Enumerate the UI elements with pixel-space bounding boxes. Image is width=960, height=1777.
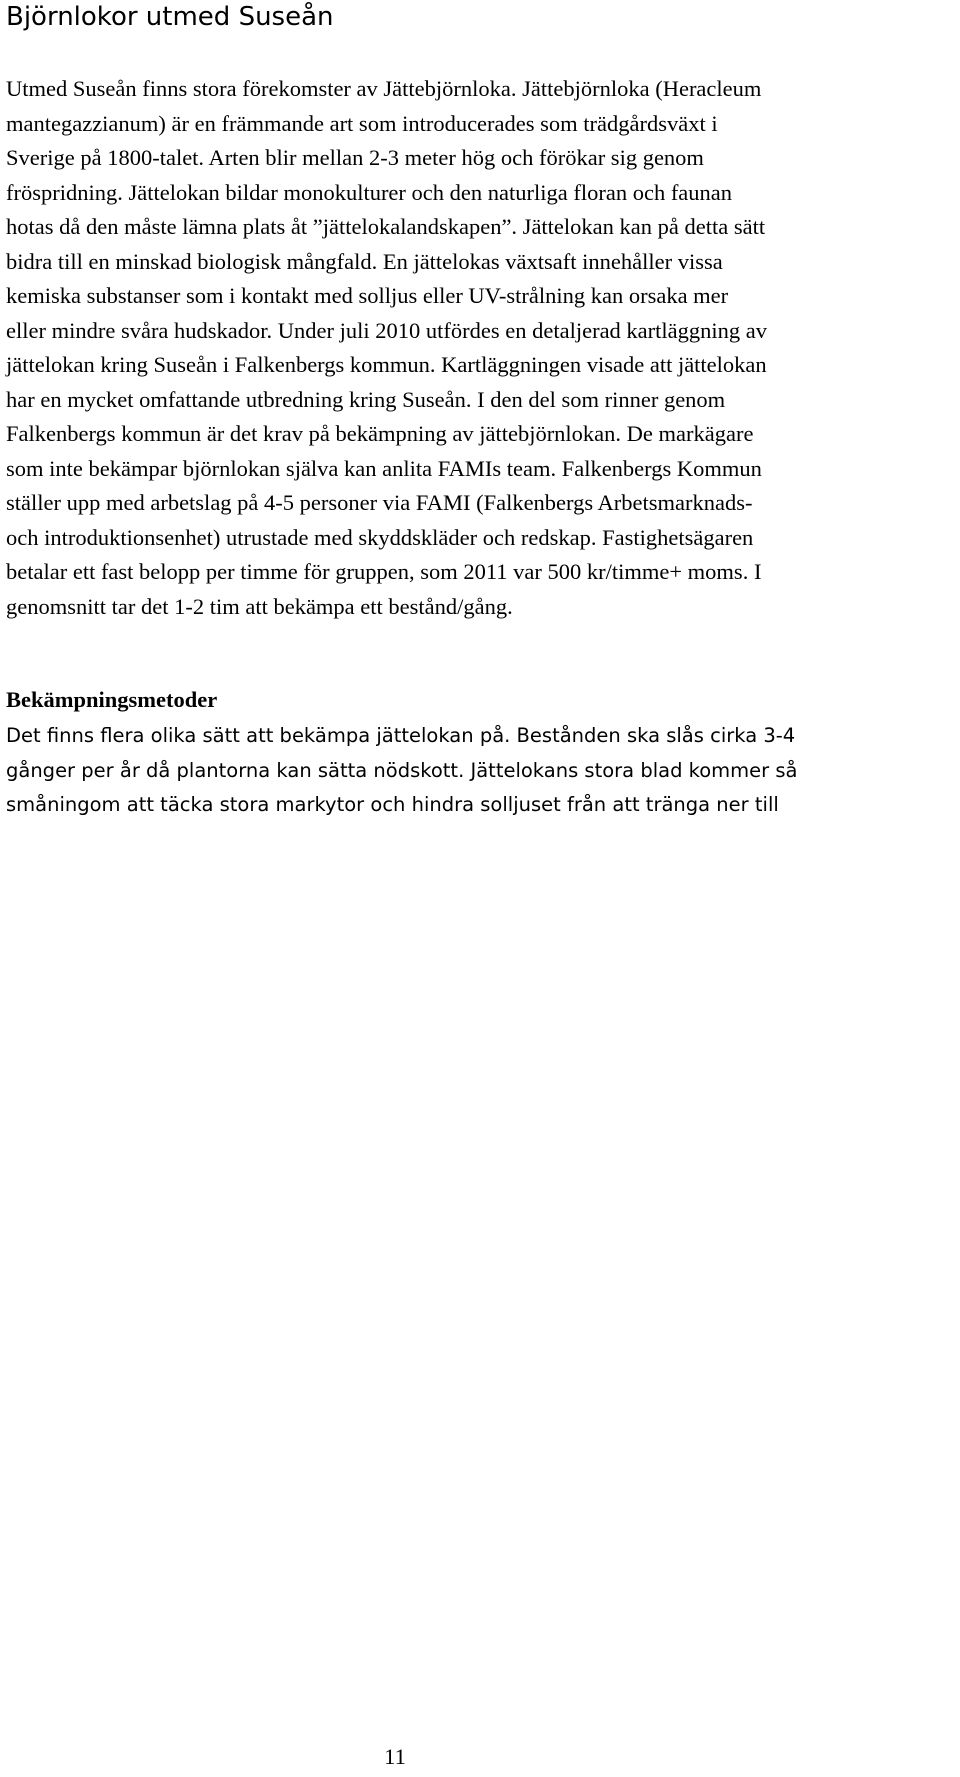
paragraph-line: bidra till en minskad biologisk mångfald. En jättelokas växtsaft innehåller vissa: [6, 248, 723, 274]
paragraph-line: Falkenbergs kommun är det krav på bekämpning av jättebjörnlokan. De markägare: [6, 421, 754, 446]
paragraph-line: småningom att täcka stora markytor och hindra solljuset från att tränga ner till: [6, 793, 779, 816]
section-heading: Bekämpningsmetoder: [6, 687, 218, 712]
paragraph-line: ställer upp med arbetslag på 4-5 personer via FAMI (Falkenbergs Arbetsmarknads-: [6, 490, 753, 515]
paragraph-line: Sverige på 1800-talet. Arten blir mellan 2-3 meter hög och förökar sig genom: [6, 145, 704, 170]
paragraph-line: Utmed Suseån finns stora förekomster av Jättebjörnloka. Jättebjörnloka (Heracleum: [6, 76, 762, 101]
paragraph-line: Det finns flera olika sätt att bekämpa jättelokan på. Bestånden ska slås cirka 3-4: [6, 724, 796, 747]
paragraph-line: fröspridning. Jättelokan bildar monokulturer och den naturliga floran och faunan: [6, 179, 733, 205]
paragraph-line: hotas då den måste lämna plats åt ”jättelokalandskapen”. Jättelokan kan på detta sätt: [6, 214, 766, 239]
paragraph-line: jättelokan kring Suseån i Falkenbergs kommun. Kartläggningen visade att jättelokan: [6, 352, 767, 377]
paragraph-line: och introduktionsenhet) utrustade med skyddskläder och redskap. Fastighetsägaren: [6, 524, 754, 550]
page-title: Björnlokor utmed Suseån: [6, 2, 334, 32]
paragraph-line: eller mindre svåra hudskador. Under juli 2010 utfördes en detaljerad kartläggning av: [6, 317, 768, 343]
page-number: 11: [384, 1744, 406, 1769]
section-paragraph: [6, 719, 950, 823]
intro-paragraph: [6, 72, 950, 624]
paragraph-line: som inte bekämpar björnlokan själva kan anlita FAMIs team. Falkenbergs Kommun: [6, 455, 762, 481]
paragraph-line: genomsnitt tar det 1-2 tim att bekämpa ett bestånd/gång.: [6, 593, 513, 619]
paragraph-line: mantegazzianum) är en främmande art som introducerades som trädgårdsväxt i: [6, 110, 718, 136]
paragraph-line: gånger per år då plantorna kan sätta nödskott. Jättelokans stora blad kommer så: [6, 758, 798, 782]
paragraph-line: kemiska substanser som i kontakt med solljus eller UV-strålning kan orsaka mer: [6, 283, 729, 308]
paragraph-line: har en mycket omfattande utbredning kring Suseån. I den del som rinner genom: [6, 386, 726, 412]
paragraph-line: betalar ett fast belopp per timme för gruppen, som 2011 var 500 kr/timme+ moms. I: [6, 559, 762, 584]
